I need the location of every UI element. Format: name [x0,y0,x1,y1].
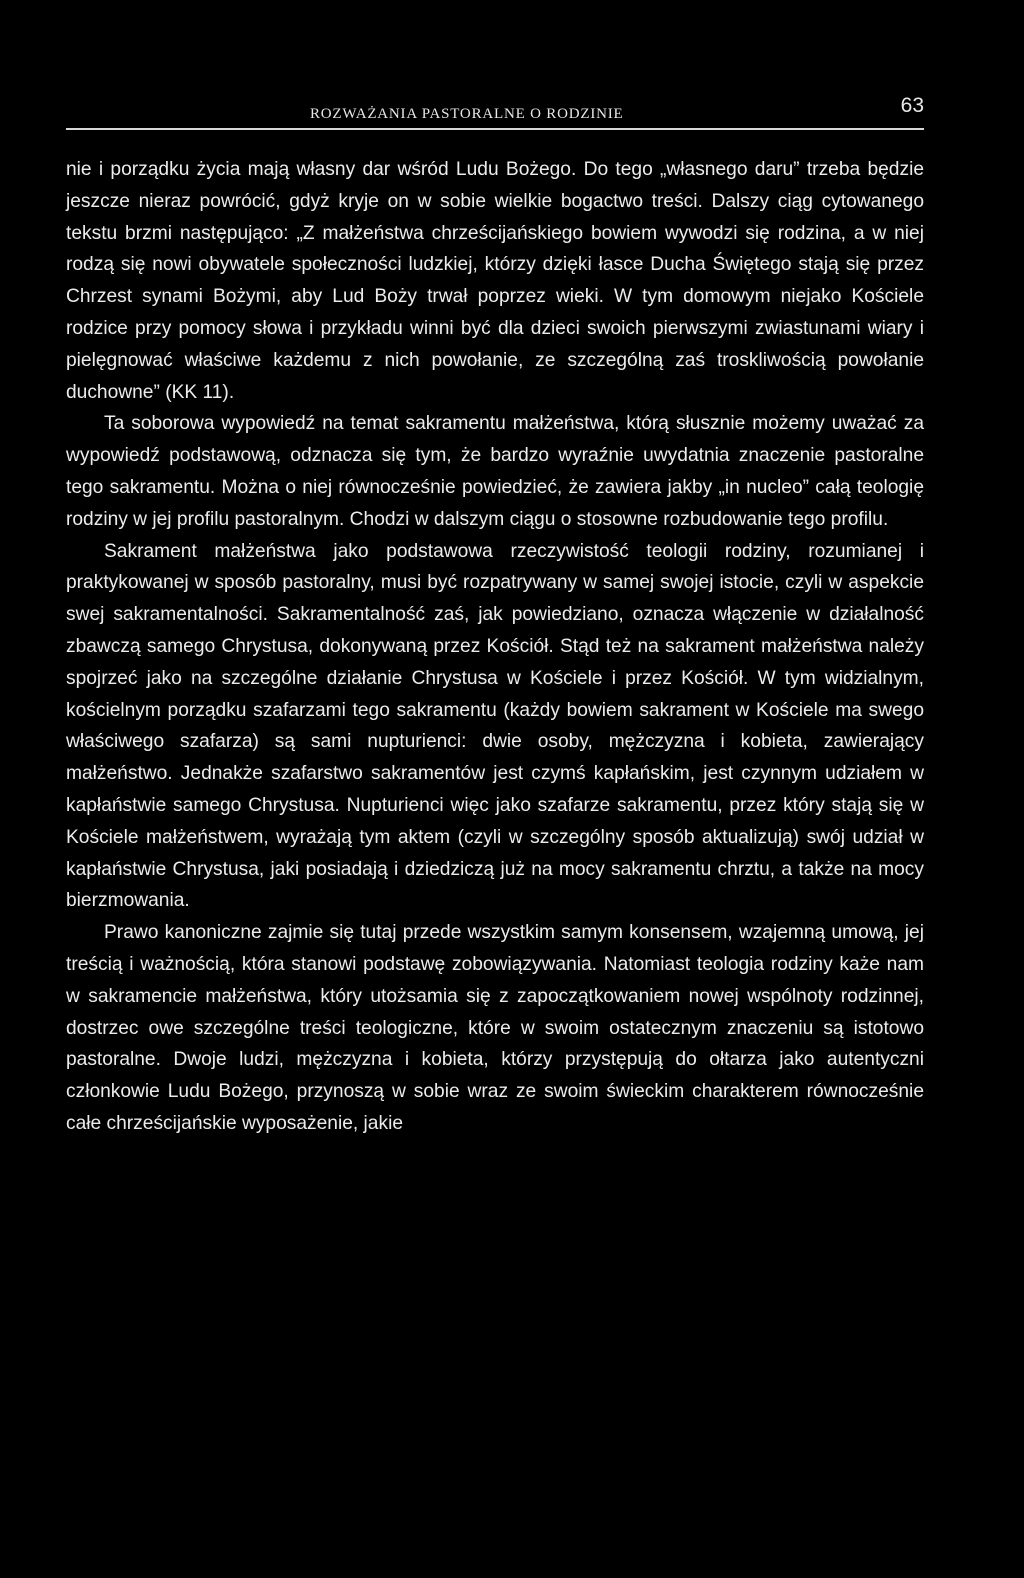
page-header [66,92,924,132]
running-title: ROZWAŻANIA PASTORALNE O RODZINIE [310,106,624,122]
page-number: 63 [900,94,924,117]
header-rule [66,128,924,130]
paragraph-4: Prawo kanoniczne zajmie się tutaj przede wszystkim samym konsensem, wzajemną umową, jej treścią i ważnością, która stanowi podstawę zobowiązywania. Natomiast teologia rodziny każe nam w sakramencie małżeństwa, który utożsamia się z zapoczątkowaniem nowej wspólnoty rodzinnej, dostrzec owe szczególne treści teologiczne, które w swoim ostatecznym znaczeniu są istotowo pastoralne. Dwoje ludzi, mężczyzna i kobieta, którzy przystępują do ołtarza jako autentyczni członkowie Ludu Bożego, przynoszą w sobie wraz ze swoim świeckim charakterem równocześnie całe chrześcijańskie wyposażenie, jakie [66,922,924,1134]
paragraph-1: nie i porządku życia mają własny dar wśród Ludu Bożego. Do tego „własnego daru” trzeba będzie jeszcze nieraz powrócić, gdyż kryje on w sobie wielkie bogactwo treści. Dalszy ciąg cytowanego tekstu brzmi następująco: „Z małżeństwa chrześcijańskiego bowiem wywodzi się rodzina, a w niej rodzą się nowi obywatele społeczności ludzkiej, którzy dzięki łasce Ducha Świętego stają się przez Chrzest synami Bożymi, aby Lud Boży trwał poprzez wieki. W tym domowym niejako Kościele rodzice przy pomocy słowa i przykładu winni być dla dzieci swoich pierwszymi zwiastunami wiary i pielęgnować właściwe każdemu z nich powołanie, ze szczególną zaś troskliwością powołanie duchowne” (KK 11). [66,159,924,403]
paragraph-2: Ta soborowa wypowiedź na temat sakramentu małżeństwa, którą słusznie możemy uważać za wypowiedź podstawową, odznacza się tym, że bardzo wyraźnie uwydatnia znaczenie pastoralne tego sakramentu. Można o niej równocześnie powiedzieć, że zawiera jakby „in nucleo” całą teologię rodziny w jej profilu pastoralnym. Chodzi w dalszym ciągu o stosowne rozbudowanie tego profilu. [66,413,924,530]
paragraph-3: Sakrament małżeństwa jako podstawowa rzeczywistość teologii rodziny, rozumianej i praktykowanej w sposób pastoralny, musi być rozpatrywany w samej swojej istocie, czyli w aspekcie swej sakramentalności. Sakramentalność zaś, jak powiedziano, oznacza włączenie w działalność zbawczą samego Chrystusa, dokonywaną przez Kościół. Stąd też na sakrament małżeństwa należy spojrzeć jako na szczególne działanie Chrystusa w Kościele i przez Kościół. W tym widzialnym, kościelnym porządku szafarzami tego sakramentu (każdy bowiem sakrament w Kościele ma swego właściwego szafarza) są sami nupturienci: dwie osoby, mężczyzna i kobieta, zawierający małżeństwo. Jednakże szafarstwo sakramentów jest czymś kapłańskim, jest czynnym udziałem w kapłaństwie samego Chrystusa. Nupturienci więc jako szafarze sakramentu, przez który stają się w Kościele małżeństwem, wyrażają tym aktem (czyli w szczególny sposób aktualizują) swój udział w kapłaństwie Chrystusa, jaki posiadają i dziedziczą już na mocy sakramentu chrztu, a także na mocy bierzmowania. [66,540,924,912]
body-text [66,154,924,1140]
